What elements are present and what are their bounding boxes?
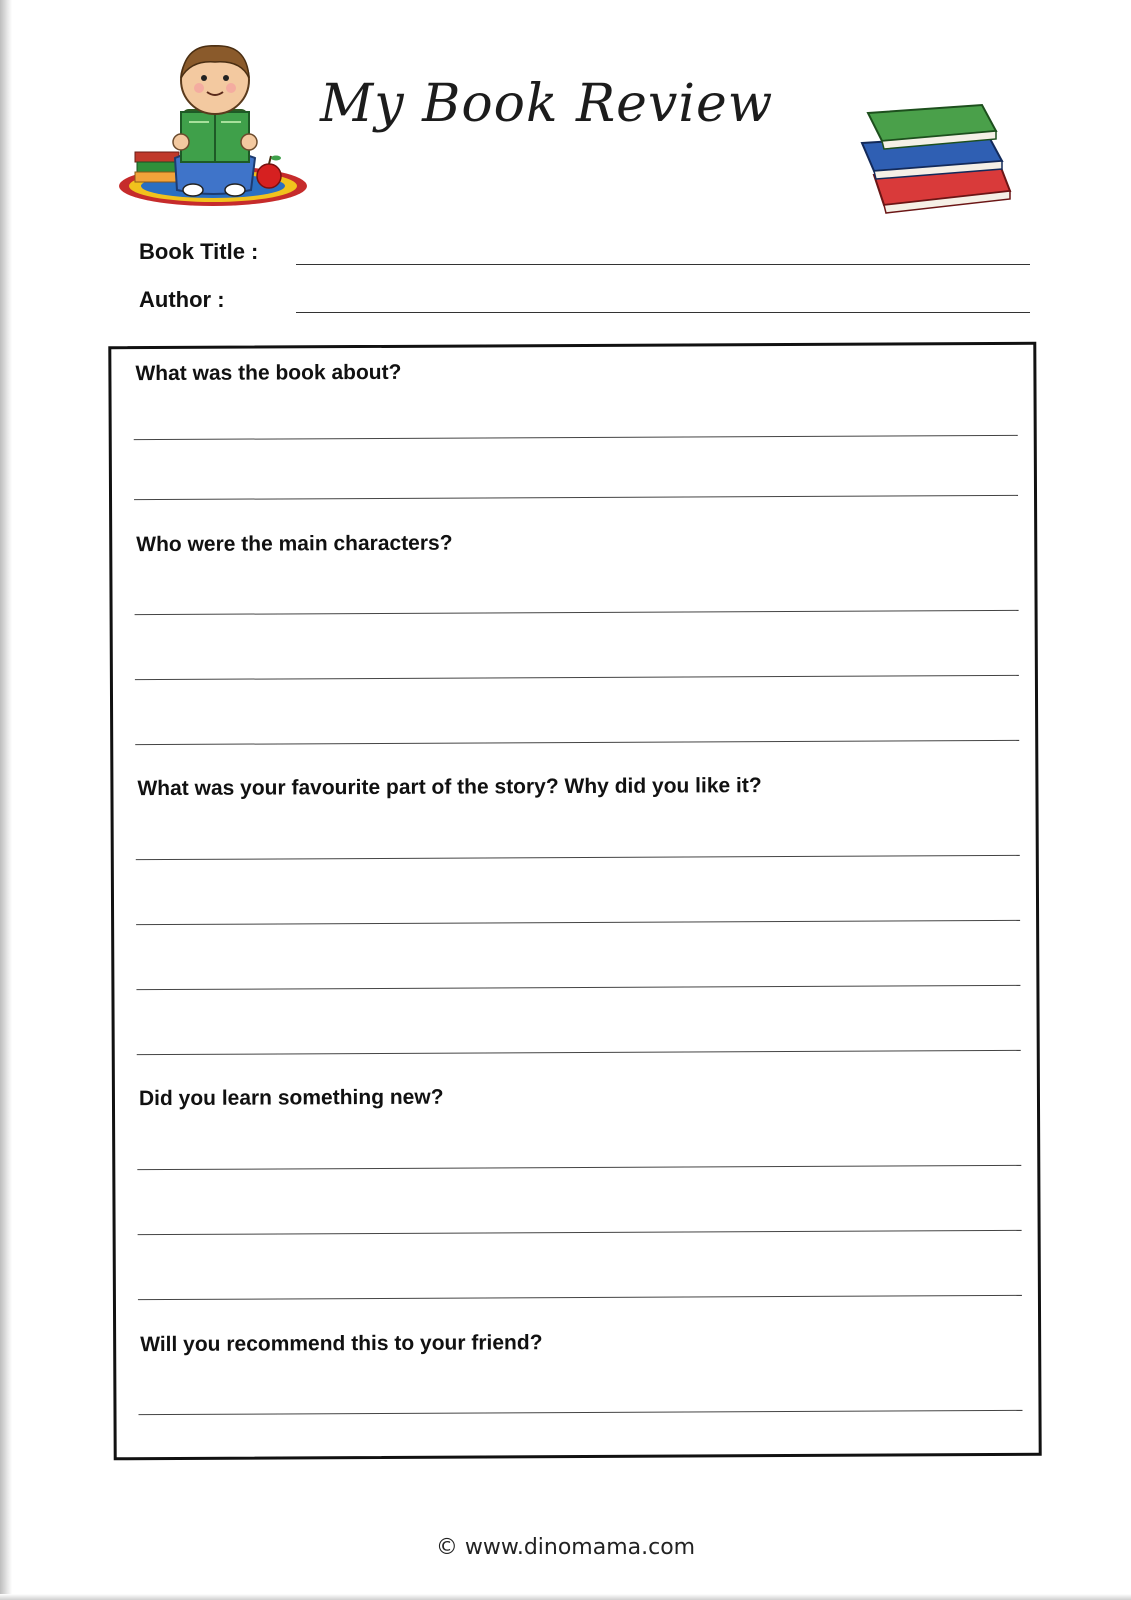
answer-line (134, 435, 1018, 440)
answer-line (138, 1295, 1022, 1300)
answer-line (137, 1165, 1021, 1170)
answer-line (138, 1230, 1022, 1235)
question-book-about: What was the book about? (135, 360, 402, 386)
question-main-characters: Who were the main characters? (136, 531, 453, 557)
review-questions-box (108, 342, 1041, 1461)
book-stack-clipart (860, 95, 1020, 220)
answer-line (134, 495, 1018, 500)
answer-line (135, 610, 1019, 615)
page-edge-shadow (0, 0, 12, 1600)
footer-copyright: © www.dinomama.com (435, 1535, 696, 1560)
author-label: Author : (139, 287, 225, 312)
book-title-label: Book Title : (139, 239, 259, 264)
question-recommend: Will you recommend this to your friend? (140, 1331, 543, 1357)
answer-line (136, 920, 1020, 925)
author-line (296, 312, 1030, 313)
page-title: My Book Review (320, 74, 774, 134)
answer-line (136, 985, 1020, 990)
answer-line (139, 1410, 1023, 1415)
book-title-line (296, 264, 1030, 265)
answer-line (136, 855, 1020, 860)
answer-line (137, 1050, 1021, 1055)
boy-reading-clipart (115, 40, 315, 210)
answer-line (135, 675, 1019, 680)
answer-line (135, 740, 1019, 745)
question-learn-something: Did you learn something new? (138, 1085, 444, 1111)
question-favourite-part: What was your favourite part of the story? Why did you like it? (137, 774, 762, 801)
page-bottom-shadow (0, 1594, 1131, 1600)
